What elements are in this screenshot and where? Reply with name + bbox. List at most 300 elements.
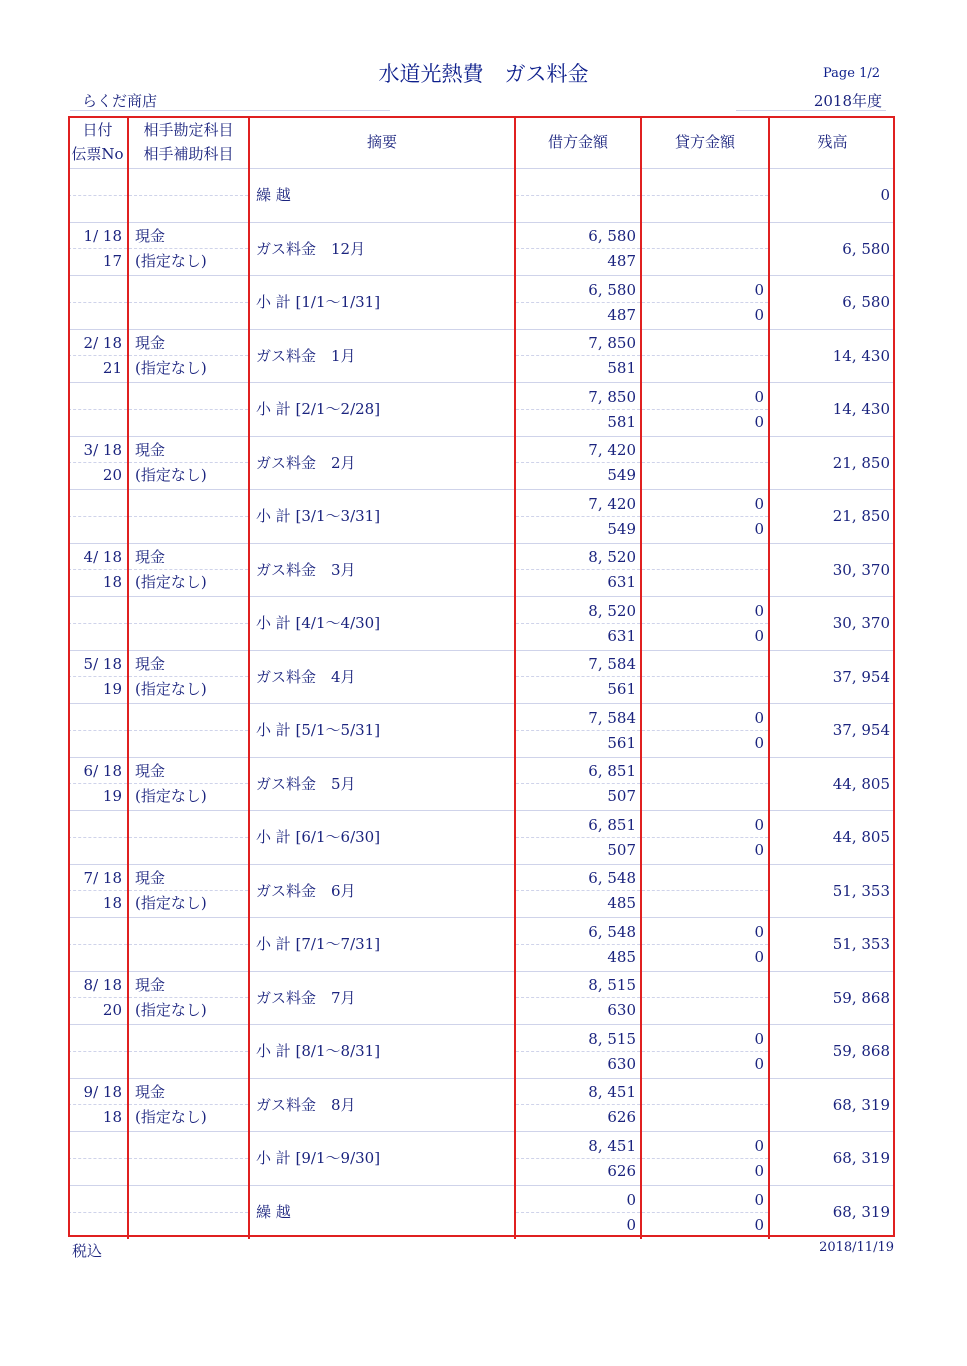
date-voucher-cell — [68, 276, 128, 330]
row-balance: 14, 430 — [769, 329, 895, 383]
header-date: 日付 — [82, 121, 113, 139]
row-debit: 7, 584 — [516, 652, 640, 677]
row-credit — [642, 759, 768, 784]
row-voucher — [68, 1159, 127, 1183]
row-description: 繰 越 — [249, 169, 515, 223]
row-debit-tax: 561 — [607, 680, 636, 699]
row-credit-tax: 0 — [754, 1161, 764, 1180]
date-voucher-cell — [68, 169, 128, 223]
row-description: 小 計 [1/1～1/31] — [249, 276, 515, 330]
credit-cell — [641, 329, 769, 383]
row-debit-tax: 626 — [607, 1108, 636, 1127]
row-debit-tax — [516, 196, 640, 220]
row-date: 8/ 18 — [68, 973, 127, 998]
row-debit-tax: 631 — [607, 626, 636, 645]
report-title: 水道光熱費 ガス料金 — [378, 62, 589, 86]
row-voucher: 18 — [102, 573, 122, 592]
row-balance: 51, 353 — [769, 918, 895, 972]
date-voucher-cell — [68, 918, 128, 972]
row-voucher: 18 — [102, 1108, 122, 1127]
debit-cell — [515, 543, 641, 597]
row-description: ガス料金 5月 — [249, 757, 515, 811]
row-balance: 21, 850 — [769, 436, 895, 490]
company-underline — [70, 110, 390, 111]
row-debit: 6, 851 — [516, 813, 640, 838]
date-voucher-cell — [68, 864, 128, 918]
date-voucher-cell — [68, 704, 128, 758]
row-description: 小 計 [3/1～3/31] — [249, 490, 515, 544]
row-debit: 8, 520 — [516, 599, 640, 624]
header-voucher: 伝票No — [71, 145, 124, 163]
row-sub-account — [129, 410, 248, 434]
credit-cell — [641, 971, 769, 1025]
row-sub-account — [129, 1213, 248, 1237]
row-credit-tax: 0 — [754, 1215, 764, 1234]
row-voucher — [68, 945, 127, 969]
date-voucher-cell — [68, 490, 128, 544]
table-row — [68, 1025, 895, 1079]
row-credit: 0 — [642, 1134, 768, 1159]
row-description: ガス料金 3月 — [249, 543, 515, 597]
row-account — [129, 492, 248, 517]
table-row — [68, 597, 895, 651]
header-balance: 残高 — [769, 116, 895, 169]
row-sub-account: (指定なし) — [135, 252, 207, 271]
company-name: らくだ商店 — [82, 92, 158, 110]
row-credit-tax: 0 — [754, 1054, 764, 1073]
row-date: 4/ 18 — [68, 545, 127, 570]
row-voucher — [68, 303, 127, 327]
account-cell — [128, 650, 249, 704]
date-voucher-cell — [68, 971, 128, 1025]
credit-cell — [641, 543, 769, 597]
debit-cell — [515, 757, 641, 811]
row-sub-account: (指定なし) — [135, 1108, 207, 1127]
debit-cell — [515, 1132, 641, 1186]
credit-cell — [641, 811, 769, 865]
debit-cell — [515, 329, 641, 383]
row-debit-tax: 630 — [607, 1054, 636, 1073]
row-credit — [642, 1080, 768, 1105]
table-row — [68, 971, 895, 1025]
row-balance: 6, 580 — [769, 276, 895, 330]
row-date: 7/ 18 — [68, 866, 127, 891]
account-cell — [128, 918, 249, 972]
row-voucher — [68, 196, 127, 220]
row-credit-tax: 0 — [754, 626, 764, 645]
row-balance: 30, 370 — [769, 543, 895, 597]
table-row — [68, 704, 895, 758]
header-debit: 借方金額 — [515, 116, 641, 169]
row-debit-tax: 630 — [607, 1001, 636, 1020]
row-debit: 7, 420 — [516, 492, 640, 517]
account-cell — [128, 490, 249, 544]
row-credit-tax — [642, 356, 768, 380]
row-date — [68, 1027, 127, 1052]
row-debit: 7, 584 — [516, 706, 640, 731]
table-row — [68, 490, 895, 544]
row-description: ガス料金 6月 — [249, 864, 515, 918]
row-balance: 6, 580 — [769, 222, 895, 276]
credit-cell — [641, 918, 769, 972]
row-debit: 8, 451 — [516, 1080, 640, 1105]
debit-cell — [515, 1078, 641, 1132]
row-date — [68, 492, 127, 517]
print-date: 2018/11/19 — [819, 1240, 894, 1255]
credit-cell — [641, 222, 769, 276]
table-row — [68, 436, 895, 490]
row-credit-tax: 0 — [754, 947, 764, 966]
row-credit — [642, 866, 768, 891]
account-cell — [128, 597, 249, 651]
row-debit-tax: 561 — [607, 733, 636, 752]
row-debit-tax: 631 — [607, 573, 636, 592]
debit-cell — [515, 597, 641, 651]
date-voucher-cell — [68, 597, 128, 651]
row-credit: 0 — [642, 599, 768, 624]
credit-cell — [641, 276, 769, 330]
row-account: 現金 — [129, 545, 248, 570]
debit-cell — [515, 222, 641, 276]
debit-cell — [515, 383, 641, 437]
row-date — [68, 599, 127, 624]
table-row — [68, 383, 895, 437]
row-credit-tax — [642, 463, 768, 487]
fiscal-year: 2018年度 — [813, 92, 882, 110]
row-credit: 0 — [642, 1027, 768, 1052]
account-cell — [128, 757, 249, 811]
header-account — [128, 116, 249, 169]
row-credit: 0 — [642, 385, 768, 410]
row-date: 3/ 18 — [68, 438, 127, 463]
row-debit-tax: 487 — [607, 305, 636, 324]
credit-cell — [641, 1025, 769, 1079]
row-debit — [516, 171, 640, 196]
row-sub-account: (指定なし) — [135, 680, 207, 699]
row-credit-tax: 0 — [754, 733, 764, 752]
row-debit-tax: 581 — [607, 412, 636, 431]
row-sub-account — [129, 945, 248, 969]
date-voucher-cell — [68, 436, 128, 490]
debit-cell — [515, 490, 641, 544]
row-account — [129, 278, 248, 303]
row-debit: 6, 580 — [516, 224, 640, 249]
row-credit — [642, 171, 768, 196]
row-sub-account: (指定なし) — [135, 359, 207, 378]
row-debit: 8, 451 — [516, 1134, 640, 1159]
table-row — [68, 864, 895, 918]
row-account — [129, 813, 248, 838]
row-balance: 59, 868 — [769, 1025, 895, 1079]
account-cell — [128, 971, 249, 1025]
row-credit: 0 — [642, 278, 768, 303]
table-row — [68, 1185, 895, 1239]
table-row — [68, 329, 895, 383]
table-row — [68, 757, 895, 811]
row-account — [129, 920, 248, 945]
debit-cell — [515, 436, 641, 490]
row-date: 1/ 18 — [68, 224, 127, 249]
row-date — [68, 813, 127, 838]
row-credit: 0 — [642, 920, 768, 945]
row-credit-tax — [642, 784, 768, 808]
row-sub-account — [129, 1052, 248, 1076]
row-voucher: 17 — [102, 252, 122, 271]
row-credit: 0 — [642, 706, 768, 731]
row-credit-tax — [642, 196, 768, 220]
row-sub-account: (指定なし) — [135, 787, 207, 806]
account-cell — [128, 1185, 249, 1239]
row-date — [68, 278, 127, 303]
header-account-sub: 相手補助科目 — [143, 145, 234, 163]
row-debit-tax: 549 — [607, 519, 636, 538]
row-balance: 44, 805 — [769, 811, 895, 865]
row-balance: 68, 319 — [769, 1132, 895, 1186]
row-date — [68, 920, 127, 945]
account-cell — [128, 1025, 249, 1079]
row-voucher — [68, 1213, 127, 1237]
row-voucher — [68, 838, 127, 862]
row-date — [68, 1188, 127, 1213]
row-description: 小 計 [6/1～6/30] — [249, 811, 515, 865]
debit-cell — [515, 1025, 641, 1079]
row-description: ガス料金 1月 — [249, 329, 515, 383]
row-debit-tax: 581 — [607, 359, 636, 378]
row-credit — [642, 973, 768, 998]
credit-cell — [641, 383, 769, 437]
row-description: 繰 越 — [249, 1185, 515, 1239]
row-description: 小 計 [7/1～7/31] — [249, 918, 515, 972]
row-sub-account: (指定なし) — [135, 1001, 207, 1020]
account-cell — [128, 864, 249, 918]
row-debit-tax: 507 — [607, 840, 636, 859]
row-description: ガス料金 4月 — [249, 650, 515, 704]
row-date — [68, 706, 127, 731]
row-account — [129, 599, 248, 624]
row-balance: 68, 319 — [769, 1078, 895, 1132]
row-account: 現金 — [129, 759, 248, 784]
page-number: Page 1/2 — [823, 66, 880, 81]
row-account: 現金 — [129, 973, 248, 998]
row-debit-tax: 0 — [626, 1215, 636, 1234]
table-row — [68, 918, 895, 972]
row-credit-tax: 0 — [754, 305, 764, 324]
row-account — [129, 171, 248, 196]
debit-cell — [515, 276, 641, 330]
row-account — [129, 385, 248, 410]
credit-cell — [641, 650, 769, 704]
row-voucher — [68, 731, 127, 755]
row-credit-tax: 0 — [754, 840, 764, 859]
table-row — [68, 811, 895, 865]
header-row — [68, 116, 895, 169]
row-account — [129, 1188, 248, 1213]
row-account — [129, 706, 248, 731]
table-row — [68, 222, 895, 276]
row-credit: 0 — [642, 492, 768, 517]
date-voucher-cell — [68, 383, 128, 437]
row-debit-tax: 549 — [607, 466, 636, 485]
row-balance: 68, 319 — [769, 1185, 895, 1239]
table-row — [68, 1078, 895, 1132]
row-credit-tax: 0 — [754, 412, 764, 431]
debit-cell — [515, 704, 641, 758]
table-row — [68, 543, 895, 597]
row-date — [68, 1134, 127, 1159]
debit-cell — [515, 811, 641, 865]
row-credit: 0 — [642, 813, 768, 838]
row-voucher: 19 — [102, 680, 122, 699]
row-credit-tax: 0 — [754, 519, 764, 538]
row-description: 小 計 [2/1～2/28] — [249, 383, 515, 437]
row-description: ガス料金 2月 — [249, 436, 515, 490]
table-row — [68, 650, 895, 704]
row-account: 現金 — [129, 1080, 248, 1105]
row-debit: 7, 850 — [516, 385, 640, 410]
row-sub-account — [129, 838, 248, 862]
row-sub-account: (指定なし) — [135, 894, 207, 913]
row-date — [68, 385, 127, 410]
row-credit — [642, 438, 768, 463]
row-date: 5/ 18 — [68, 652, 127, 677]
account-cell — [128, 811, 249, 865]
row-debit: 0 — [516, 1188, 640, 1213]
row-voucher — [68, 1052, 127, 1076]
row-credit — [642, 652, 768, 677]
row-balance: 59, 868 — [769, 971, 895, 1025]
row-date: 2/ 18 — [68, 331, 127, 356]
header-date-voucher — [68, 116, 128, 169]
date-voucher-cell — [68, 222, 128, 276]
row-sub-account: (指定なし) — [135, 466, 207, 485]
date-voucher-cell — [68, 650, 128, 704]
debit-cell — [515, 1185, 641, 1239]
row-debit: 8, 515 — [516, 973, 640, 998]
row-date — [68, 171, 127, 196]
account-cell — [128, 1132, 249, 1186]
date-voucher-cell — [68, 757, 128, 811]
row-debit: 6, 580 — [516, 278, 640, 303]
account-cell — [128, 222, 249, 276]
account-cell — [128, 169, 249, 223]
row-credit — [642, 545, 768, 570]
row-balance: 37, 954 — [769, 704, 895, 758]
date-voucher-cell — [68, 1132, 128, 1186]
row-description: 小 計 [8/1～8/31] — [249, 1025, 515, 1079]
account-cell — [128, 704, 249, 758]
date-voucher-cell — [68, 1025, 128, 1079]
row-voucher: 20 — [102, 466, 122, 485]
row-credit-tax — [642, 891, 768, 915]
date-voucher-cell — [68, 543, 128, 597]
debit-cell — [515, 918, 641, 972]
row-voucher — [68, 624, 127, 648]
row-balance: 0 — [769, 169, 895, 223]
row-description: 小 計 [9/1～9/30] — [249, 1132, 515, 1186]
row-credit — [642, 331, 768, 356]
row-debit-tax: 487 — [607, 252, 636, 271]
row-description: ガス料金 12月 — [249, 222, 515, 276]
row-account — [129, 1134, 248, 1159]
row-description: 小 計 [5/1～5/31] — [249, 704, 515, 758]
row-date: 6/ 18 — [68, 759, 127, 784]
row-sub-account — [129, 196, 248, 220]
date-voucher-cell — [68, 1078, 128, 1132]
row-credit-tax — [642, 570, 768, 594]
row-date: 9/ 18 — [68, 1080, 127, 1105]
row-account: 現金 — [129, 652, 248, 677]
credit-cell — [641, 1132, 769, 1186]
row-sub-account — [129, 303, 248, 327]
header-account-main: 相手勘定科目 — [143, 121, 234, 139]
row-voucher — [68, 410, 127, 434]
credit-cell — [641, 757, 769, 811]
row-account: 現金 — [129, 331, 248, 356]
account-cell — [128, 329, 249, 383]
row-debit: 8, 515 — [516, 1027, 640, 1052]
row-voucher: 19 — [102, 787, 122, 806]
row-voucher: 20 — [102, 1001, 122, 1020]
row-sub-account — [129, 517, 248, 541]
row-balance: 37, 954 — [769, 650, 895, 704]
row-sub-account — [129, 731, 248, 755]
tax-note: 税込 — [72, 1242, 103, 1260]
credit-cell — [641, 436, 769, 490]
row-sub-account — [129, 624, 248, 648]
row-balance: 21, 850 — [769, 490, 895, 544]
row-voucher: 18 — [102, 894, 122, 913]
row-voucher — [68, 517, 127, 541]
row-balance: 14, 430 — [769, 383, 895, 437]
account-cell — [128, 276, 249, 330]
row-description: 小 計 [4/1～4/30] — [249, 597, 515, 651]
row-balance: 30, 370 — [769, 597, 895, 651]
credit-cell — [641, 1078, 769, 1132]
account-cell — [128, 543, 249, 597]
row-debit: 6, 851 — [516, 759, 640, 784]
table-row — [68, 276, 895, 330]
credit-cell — [641, 1185, 769, 1239]
date-voucher-cell — [68, 811, 128, 865]
row-debit: 7, 420 — [516, 438, 640, 463]
row-credit-tax — [642, 1105, 768, 1129]
row-debit-tax: 507 — [607, 787, 636, 806]
row-debit: 8, 520 — [516, 545, 640, 570]
date-voucher-cell — [68, 1185, 128, 1239]
ledger-table — [68, 116, 895, 1239]
row-account: 現金 — [129, 866, 248, 891]
row-balance: 44, 805 — [769, 757, 895, 811]
row-balance: 51, 353 — [769, 864, 895, 918]
row-sub-account: (指定なし) — [135, 573, 207, 592]
row-credit-tax — [642, 998, 768, 1022]
row-debit: 6, 548 — [516, 866, 640, 891]
row-sub-account — [129, 1159, 248, 1183]
row-debit-tax: 485 — [607, 947, 636, 966]
debit-cell — [515, 971, 641, 1025]
row-credit — [642, 224, 768, 249]
account-cell — [128, 436, 249, 490]
row-credit: 0 — [642, 1188, 768, 1213]
row-account — [129, 1027, 248, 1052]
row-account: 現金 — [129, 438, 248, 463]
table-row — [68, 169, 895, 223]
row-voucher: 21 — [102, 359, 122, 378]
header-credit: 貸方金額 — [641, 116, 769, 169]
row-debit-tax: 626 — [607, 1161, 636, 1180]
table-row — [68, 1132, 895, 1186]
row-debit: 7, 850 — [516, 331, 640, 356]
